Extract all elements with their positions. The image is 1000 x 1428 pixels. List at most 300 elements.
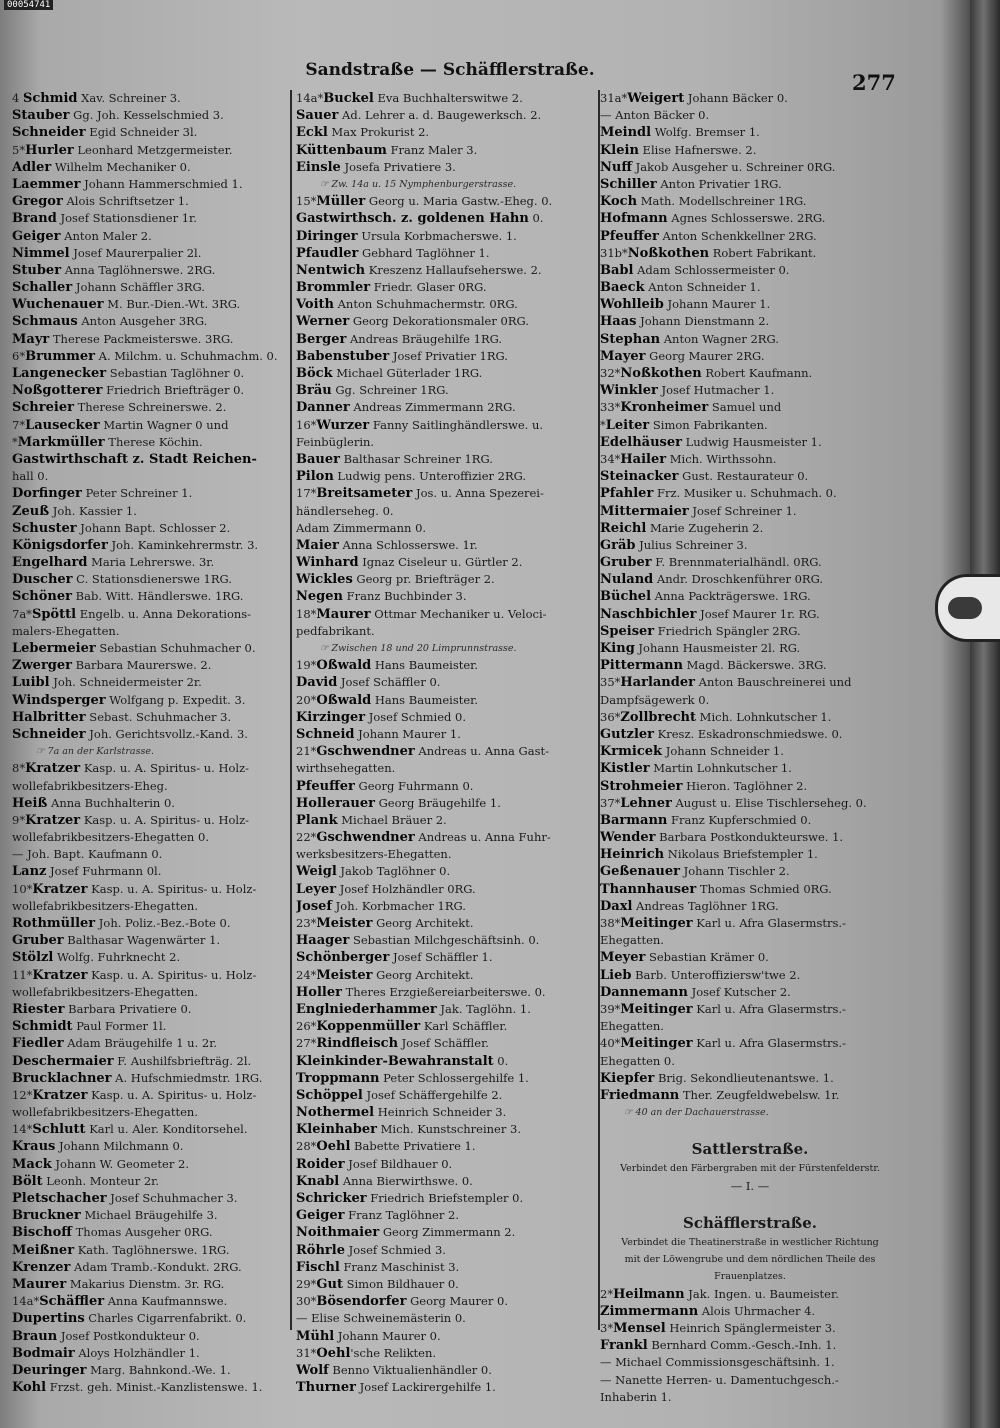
- resident-name: Troppmann: [296, 1070, 380, 1086]
- entry-detail: Eva Buchhalterswitwe 2.: [373, 91, 523, 105]
- resident-name: Pfeuffer: [296, 778, 355, 794]
- entry-detail: Peter Schreiner 1.: [81, 486, 193, 501]
- directory-entry: [600, 142, 900, 159]
- entry-detail: Johann Dienstmann 2.: [636, 314, 770, 329]
- resident-name: Kronheimer: [620, 400, 709, 416]
- page-number: 277: [852, 70, 896, 95]
- directory-entry: [600, 726, 900, 743]
- house-number: 7*: [12, 417, 26, 432]
- entry-detail: Johann Maurer 1.: [354, 726, 461, 741]
- resident-name: Kleinhaber: [296, 1122, 377, 1138]
- resident-name: Pfeuffer: [600, 228, 659, 244]
- resident-name: Mayer: [600, 348, 646, 364]
- directory-entry: [600, 348, 900, 365]
- entry-detail: Heinrich Spänglermeister 3.: [665, 1320, 836, 1335]
- directory-entry: [296, 1138, 596, 1155]
- resident-name: Bischoff: [12, 1225, 72, 1241]
- entry-detail: Kasp. u. A. Spiritus- u. Holz-: [87, 1087, 257, 1102]
- house-number: 6*: [12, 348, 26, 363]
- column-rule: [290, 90, 292, 1330]
- entry-detail: Makarius Dienstm. 3r. RG.: [66, 1276, 225, 1291]
- entry-detail: Josef Schmied 0.: [365, 709, 466, 724]
- resident-name: Stauber: [12, 108, 70, 124]
- entry-detail: Joh. Schneidermeister 2r.: [49, 675, 202, 690]
- resident-name: Zwerger: [12, 658, 73, 674]
- resident-name: Schreier: [12, 400, 74, 416]
- entry-detail: Thomas Ausgeher 0RG.: [71, 1225, 213, 1240]
- directory-entry: [600, 1195, 900, 1212]
- entry-detail: Ad. Lehrer a. d. Baugewerksch. 2.: [338, 108, 542, 123]
- entry-detail: werksbesitzers-Ehegatten.: [296, 847, 452, 862]
- directory-entry: [600, 881, 900, 898]
- directory-entry: [600, 812, 900, 829]
- directory-entry: [600, 1053, 900, 1070]
- entry-detail: Josef Schäffler 1.: [389, 950, 493, 965]
- house-number: 22*: [296, 830, 317, 845]
- directory-entry: [296, 623, 596, 640]
- entry-detail: Barbara Privatiere 0.: [64, 1001, 192, 1016]
- resident-name: Deschermaier: [12, 1053, 114, 1069]
- directory-entry: [12, 399, 282, 416]
- resident-name: Oehl: [316, 1139, 351, 1155]
- entry-detail: Josef Privatier 1RG.: [389, 348, 508, 363]
- house-number: 8*: [12, 761, 26, 776]
- directory-entry: [12, 588, 282, 605]
- directory-entry: [600, 1070, 900, 1087]
- directory-entry: [12, 279, 282, 296]
- resident-name: Brommler: [296, 280, 371, 296]
- directory-entry: [296, 967, 596, 984]
- directory-entry: [296, 812, 596, 829]
- resident-name: Krmicek: [600, 744, 663, 760]
- resident-name: Büchel: [600, 589, 652, 605]
- directory-entry: [296, 743, 596, 760]
- entry-detail: Martin Wagner 0 und: [99, 417, 229, 432]
- resident-name: Barmann: [600, 812, 668, 828]
- directory-entry: [600, 176, 900, 193]
- directory-entry: [600, 365, 900, 382]
- entry-detail: Wolfg. Fuhrknecht 2.: [53, 950, 181, 965]
- resident-name: Kirzinger: [296, 709, 366, 725]
- entry-detail: Ehegatten.: [600, 933, 664, 948]
- resident-name: Josef: [296, 898, 333, 914]
- entry-detail: Magd. Bäckerswe. 3RG.: [682, 658, 827, 673]
- directory-entry: [12, 331, 282, 348]
- resident-name: Stephan: [600, 331, 661, 347]
- directory-entry: [296, 1328, 596, 1345]
- house-number: 15*: [296, 194, 317, 209]
- entry-detail: Ehegatten.: [600, 1019, 664, 1034]
- directory-entry: [296, 588, 596, 605]
- entry-detail: — Anton Bäcker 0.: [600, 108, 710, 123]
- entry-detail: Sebastian Milchgeschäftsinh. 0.: [349, 933, 540, 948]
- resident-name: Wohlleib: [600, 297, 664, 313]
- entry-detail: Gg. Joh. Kesselschmied 3.: [69, 108, 224, 123]
- resident-name: Schricker: [296, 1191, 367, 1206]
- directory-entry: [296, 1121, 596, 1138]
- resident-name: Mittermaier: [600, 503, 689, 519]
- resident-name: Bölt: [12, 1173, 43, 1189]
- resident-name: Meitinger: [620, 916, 693, 931]
- entry-detail: Kath. Taglöhnerswe. 1RG.: [74, 1242, 230, 1257]
- directory-entry: [600, 417, 900, 434]
- resident-name: Kratzer: [32, 881, 88, 897]
- resident-name: Heinrich: [600, 847, 665, 863]
- directory-entry: [12, 296, 282, 313]
- directory-entry: [12, 760, 282, 777]
- house-number: 3*: [600, 1320, 614, 1335]
- entry-detail: Joh. Korbmacher 1RG.: [332, 898, 466, 913]
- resident-name: Langenecker: [12, 366, 107, 381]
- resident-name: Lebermeier: [12, 641, 96, 656]
- resident-name: Fiedler: [12, 1036, 64, 1052]
- directory-entry: [600, 743, 900, 760]
- entry-detail: Barbara Maurerswe. 2.: [72, 658, 212, 673]
- entry-detail: Andreas Zimmermann 2RG.: [349, 400, 516, 415]
- entry-detail: Alois Schriftsetzer 1.: [62, 194, 189, 209]
- entry-detail: wollefabrikbesitzers-Ehegatten.: [12, 898, 198, 913]
- directory-entry: [12, 1345, 282, 1362]
- cross-street-note: [12, 743, 282, 760]
- entry-detail: Jos. u. Anna Spezerei-: [412, 486, 544, 501]
- entry-detail: Franz Maschinist 3.: [339, 1259, 460, 1274]
- directory-entry: [12, 1276, 282, 1293]
- entry-detail: Mich. Wirthssohn.: [666, 451, 777, 466]
- house-number: 27*: [296, 1036, 317, 1051]
- directory-entry: [600, 1234, 900, 1251]
- entry-detail: August u. Elise Tischlerseheg. 0.: [671, 795, 867, 810]
- entry-detail: Ludwig pens. Unteroffizier 2RG.: [333, 469, 527, 484]
- entry-detail: Engelb. u. Anna Dekorations-: [76, 606, 252, 621]
- resident-name: Noßkothen: [627, 245, 710, 261]
- entry-detail: Sebast. Schuhmacher 3.: [85, 709, 232, 724]
- entry-detail: Michael Güterlader 1RG.: [332, 366, 483, 380]
- resident-name: Fischl: [296, 1259, 340, 1275]
- entry-detail: Georg Bräugehilfe 1.: [374, 795, 501, 810]
- resident-name: Oehl: [316, 1345, 351, 1361]
- resident-name: Breitsameter: [316, 486, 413, 502]
- directory-entry: [296, 296, 596, 313]
- directory-entry: [12, 1190, 282, 1207]
- house-number: 36*: [600, 709, 621, 724]
- resident-name: Wender: [600, 830, 656, 846]
- resident-name: Schneider: [12, 125, 86, 141]
- resident-name: Schneid: [296, 726, 355, 742]
- house-number: 16*: [296, 417, 317, 432]
- directory-entry: [600, 262, 900, 279]
- resident-name: Kiepfer: [600, 1070, 655, 1086]
- resident-name: Danner: [296, 400, 350, 416]
- directory-entry: [296, 485, 596, 502]
- house-number: 30*: [296, 1294, 317, 1309]
- resident-name: Adler: [12, 159, 52, 175]
- directory-entry: [296, 1362, 596, 1379]
- entry-detail: Balthasar Schreiner 1RG.: [339, 451, 493, 466]
- directory-entry: [12, 468, 282, 485]
- entry-detail: Georg Zimmermann 2.: [379, 1225, 516, 1240]
- resident-name: Kratzer: [25, 812, 81, 828]
- directory-entry: [600, 898, 900, 915]
- resident-name: Daxl: [600, 898, 633, 914]
- directory-entry: [600, 709, 900, 726]
- running-head: Sandstraße — Schäfflerstraße.: [305, 60, 595, 80]
- entry-detail: Sattlerstraße.: [691, 1140, 809, 1159]
- directory-entry: [296, 228, 596, 245]
- entry-detail: Frz. Musiker u. Schuhmach. 0.: [653, 486, 837, 501]
- entry-detail: Johann Milchmann 0.: [55, 1139, 184, 1154]
- resident-name: Oßwald: [316, 692, 372, 708]
- entry-detail: Paul Former 1l.: [72, 1019, 167, 1034]
- directory-entry: [296, 795, 596, 812]
- house-number: 12*: [12, 1087, 33, 1102]
- directory-entry: [296, 984, 596, 1001]
- directory-entry: [296, 262, 596, 279]
- directory-entry: [296, 1070, 596, 1087]
- entry-detail: wollefabrikbesitzers-Ehegatten 0.: [12, 830, 209, 845]
- directory-entry: [296, 863, 596, 880]
- directory-entry: [296, 159, 596, 176]
- entry-detail: Franz Buchbinder 3.: [342, 589, 467, 604]
- entry-detail: Therese Schreinerswe. 2.: [73, 400, 227, 415]
- resident-name: Schäffler: [39, 1294, 105, 1310]
- entry-detail: Adam Zimmermann 0.: [296, 520, 427, 535]
- directory-entry: [296, 915, 596, 932]
- house-number: *: [12, 434, 18, 449]
- entry-detail: Kasp. u. A. Spiritus- u. Holz-: [80, 812, 250, 827]
- entry-detail: Aloys Holzhändler 1.: [74, 1345, 200, 1360]
- book-edge: [970, 0, 1000, 1428]
- entry-detail: Math. Modellschreiner 1RG.: [637, 194, 807, 209]
- resident-name: Böck: [296, 366, 333, 381]
- directory-entry: [12, 1087, 282, 1104]
- entry-detail: Jakob Taglöhner 0.: [336, 864, 451, 879]
- house-number: 23*: [296, 916, 317, 930]
- house-number: 11*: [12, 967, 33, 982]
- resident-name: Meitinger: [620, 1036, 693, 1052]
- house-number: 18*: [296, 606, 317, 621]
- entry-detail: Friedrich Briefträger 0.: [102, 383, 245, 398]
- entry-detail: Joh. Kassier 1.: [49, 503, 137, 518]
- directory-entry: [600, 967, 900, 984]
- directory-entry: [12, 520, 282, 537]
- directory-entry: [296, 846, 596, 863]
- resident-name: Gschwendner: [316, 744, 415, 760]
- resident-name: Baeck: [600, 280, 645, 296]
- directory-entry: [296, 210, 596, 227]
- entry-detail: Ottmar Mechaniker u. Veloci-: [370, 606, 547, 621]
- directory-entry: [600, 193, 900, 210]
- entry-detail: Verbindet den Färbergraben mit der Fürstenfelderstr.: [620, 1163, 880, 1175]
- resident-name: Küttenbaum: [296, 142, 387, 158]
- resident-name: Bösendorfer: [316, 1294, 407, 1310]
- entry-detail: Max Prokurist 2.: [327, 125, 430, 140]
- directory-entry: [600, 1001, 900, 1018]
- directory-entry: [600, 571, 900, 588]
- directory-entry: [600, 503, 900, 520]
- house-number: 38*: [600, 916, 621, 930]
- directory-entry: [12, 657, 282, 674]
- directory-entry: [600, 485, 900, 502]
- entry-detail: Egid Schneider 3l.: [85, 125, 198, 140]
- directory-entry: [296, 674, 596, 691]
- resident-name: Krenzer: [12, 1259, 71, 1275]
- directory-entry: [600, 984, 900, 1001]
- resident-name: Roider: [296, 1156, 345, 1172]
- resident-name: Frankl: [600, 1338, 648, 1354]
- directory-entry: [600, 434, 900, 451]
- directory-entry: [12, 1001, 282, 1018]
- directory-entry: [12, 313, 282, 330]
- resident-name: Spöttl: [31, 606, 77, 622]
- resident-name: Plank: [296, 812, 338, 828]
- house-number: 32*: [600, 366, 621, 380]
- directory-entry: [12, 571, 282, 588]
- directory-entry: [296, 142, 596, 159]
- directory-entry: [296, 193, 596, 210]
- directory-entry: [600, 451, 900, 468]
- house-number: 19*: [296, 658, 317, 673]
- entry-detail: Josef Schuhmacher 3.: [106, 1191, 238, 1205]
- directory-entry: [296, 1259, 596, 1276]
- entry-detail: wollefabrikbesitzers-Eheg.: [12, 778, 168, 793]
- directory-entry: [600, 1121, 900, 1138]
- entry-detail: M. Bur.-Dien.-Wt. 3RG.: [103, 297, 241, 312]
- entry-detail: Julius Schreiner 3.: [635, 537, 748, 552]
- column-1: [12, 90, 282, 1396]
- directory-entry: [600, 554, 900, 571]
- house-number: 31a*: [600, 91, 628, 105]
- directory-entry: [600, 1320, 900, 1337]
- resident-name: Gastwirthsch. z. goldenen Hahn: [296, 211, 529, 227]
- directory-entry: [296, 399, 596, 416]
- directory-entry: [12, 365, 282, 382]
- resident-name: Maurer: [316, 606, 371, 622]
- entry-detail: Jak. Taglöhn. 1.: [436, 1001, 531, 1016]
- directory-entry: [296, 1207, 596, 1224]
- resident-name: Brand: [12, 211, 57, 227]
- entry-detail: Andreas u. Anna Gast-: [414, 744, 550, 759]
- directory-entry: [296, 1104, 596, 1121]
- street-heading: [600, 1138, 900, 1160]
- resident-name: Kratzer: [32, 967, 88, 983]
- entry-detail: Johann Bapt. Schlosser 2.: [76, 520, 231, 535]
- entry-detail: Anton Bauschreinerei und: [694, 675, 852, 690]
- entry-detail: wirthsehegatten.: [296, 761, 396, 776]
- resident-name: Babenstuber: [296, 348, 390, 364]
- entry-detail: Kasp. u. A. Spiritus- u. Holz-: [80, 761, 250, 776]
- directory-entry: [296, 606, 596, 623]
- resident-name: Deuringer: [12, 1362, 87, 1378]
- directory-entry: [296, 1156, 596, 1173]
- directory-entry: [296, 1173, 596, 1190]
- directory-entry: [600, 245, 900, 262]
- house-number: 9*: [12, 812, 26, 827]
- entry-detail: Friedrich Briefstempler 0.: [366, 1191, 524, 1205]
- entry-detail: — Joh. Bapt. Kaufmann 0.: [12, 847, 163, 862]
- directory-entry: [296, 1293, 596, 1310]
- entry-detail: Mich. Lohnkutscher 1.: [696, 709, 832, 724]
- entry-detail: Josef Bildhauer 0.: [344, 1156, 453, 1171]
- directory-entry: [12, 640, 282, 657]
- resident-name: Hofmann: [600, 211, 668, 227]
- entry-detail: Georg u. Maria Gastw.-Eheg. 0.: [365, 194, 553, 209]
- resident-name: Edelhäuser: [600, 434, 682, 450]
- house-number: 2*: [600, 1286, 614, 1301]
- cross-street-note: [296, 176, 596, 193]
- entry-detail: C. Stationsdienerswe 1RG.: [72, 572, 232, 587]
- house-number: 40*: [600, 1036, 621, 1051]
- resident-name: Babl: [600, 262, 634, 278]
- directory-entry: [12, 1379, 282, 1396]
- directory-entry: [600, 760, 900, 777]
- entry-detail: Barbara Postkondukteurswe. 1.: [655, 830, 844, 845]
- directory-entry: [296, 1035, 596, 1052]
- directory-entry: [12, 795, 282, 812]
- directory-entry: [12, 984, 282, 1001]
- entry-detail: Therese Packmeisterswe. 3RG.: [49, 331, 234, 346]
- entry-detail: Friedr. Glaser 0RG.: [370, 280, 487, 295]
- house-number: 21*: [296, 744, 317, 759]
- entry-detail: Elise Hafnerswe. 2.: [638, 142, 757, 157]
- house-number: 4: [12, 91, 23, 105]
- entry-detail: Johann Tischler 2.: [679, 864, 790, 879]
- resident-name: Lieb: [600, 967, 632, 983]
- directory-entry: [296, 1053, 596, 1070]
- directory-entry: [296, 932, 596, 949]
- entry-detail: Marg. Bahnkond.-We. 1.: [86, 1362, 231, 1377]
- directory-entry: [12, 829, 282, 846]
- house-number: 14a*: [12, 1294, 40, 1309]
- resident-name: Speiser: [600, 623, 655, 639]
- directory-entry: [12, 1018, 282, 1035]
- entry-detail: wollefabrikbesitzers-Ehegatten.: [12, 1105, 198, 1120]
- entry-detail: Karl u. Aler. Konditorsehel.: [85, 1122, 248, 1137]
- directory-entry: [600, 520, 900, 537]
- resident-name: Meyer: [600, 950, 646, 966]
- resident-name: Knabl: [296, 1173, 340, 1189]
- entry-detail: Mich. Kunstschreiner 3.: [376, 1122, 521, 1137]
- resident-name: Gruber: [600, 555, 652, 571]
- directory-entry: [296, 949, 596, 966]
- resident-name: Schneider: [12, 726, 86, 742]
- column-3: [600, 90, 900, 1406]
- entry-detail: Johann Maurer 1.: [663, 297, 771, 312]
- entry-detail: Anton Privatier 1RG.: [656, 176, 782, 191]
- resident-name: Laemmer: [12, 176, 81, 192]
- entry-detail: hall 0.: [12, 469, 49, 484]
- directory-entry: [296, 365, 596, 382]
- directory-entry: [296, 1190, 596, 1207]
- directory-entry: [296, 1345, 596, 1362]
- directory-entry: [12, 1104, 282, 1121]
- entry-detail: Anna Kaufmannswe.: [104, 1294, 228, 1309]
- directory-entry: [600, 949, 900, 966]
- entry-detail: Josef Maurerpalier 2l.: [69, 245, 202, 260]
- entry-detail: ☞ 40 an der Dachauerstrasse.: [624, 1107, 769, 1119]
- directory-entry: [600, 90, 900, 107]
- entry-detail: — I. —: [730, 1178, 770, 1193]
- directory-entry: [12, 949, 282, 966]
- directory-entry: [12, 1053, 282, 1070]
- directory-entry: [12, 932, 282, 949]
- directory-entry: [296, 726, 596, 743]
- resident-name: Windsperger: [12, 692, 106, 708]
- index-tab[interactable]: [935, 574, 1000, 642]
- entry-detail: malers-Ehegatten.: [12, 623, 120, 638]
- resident-name: Strohmeier: [600, 778, 683, 794]
- directory-entry: [296, 1018, 596, 1035]
- entry-detail: ☞ 7a an der Karlstrasse.: [36, 746, 154, 758]
